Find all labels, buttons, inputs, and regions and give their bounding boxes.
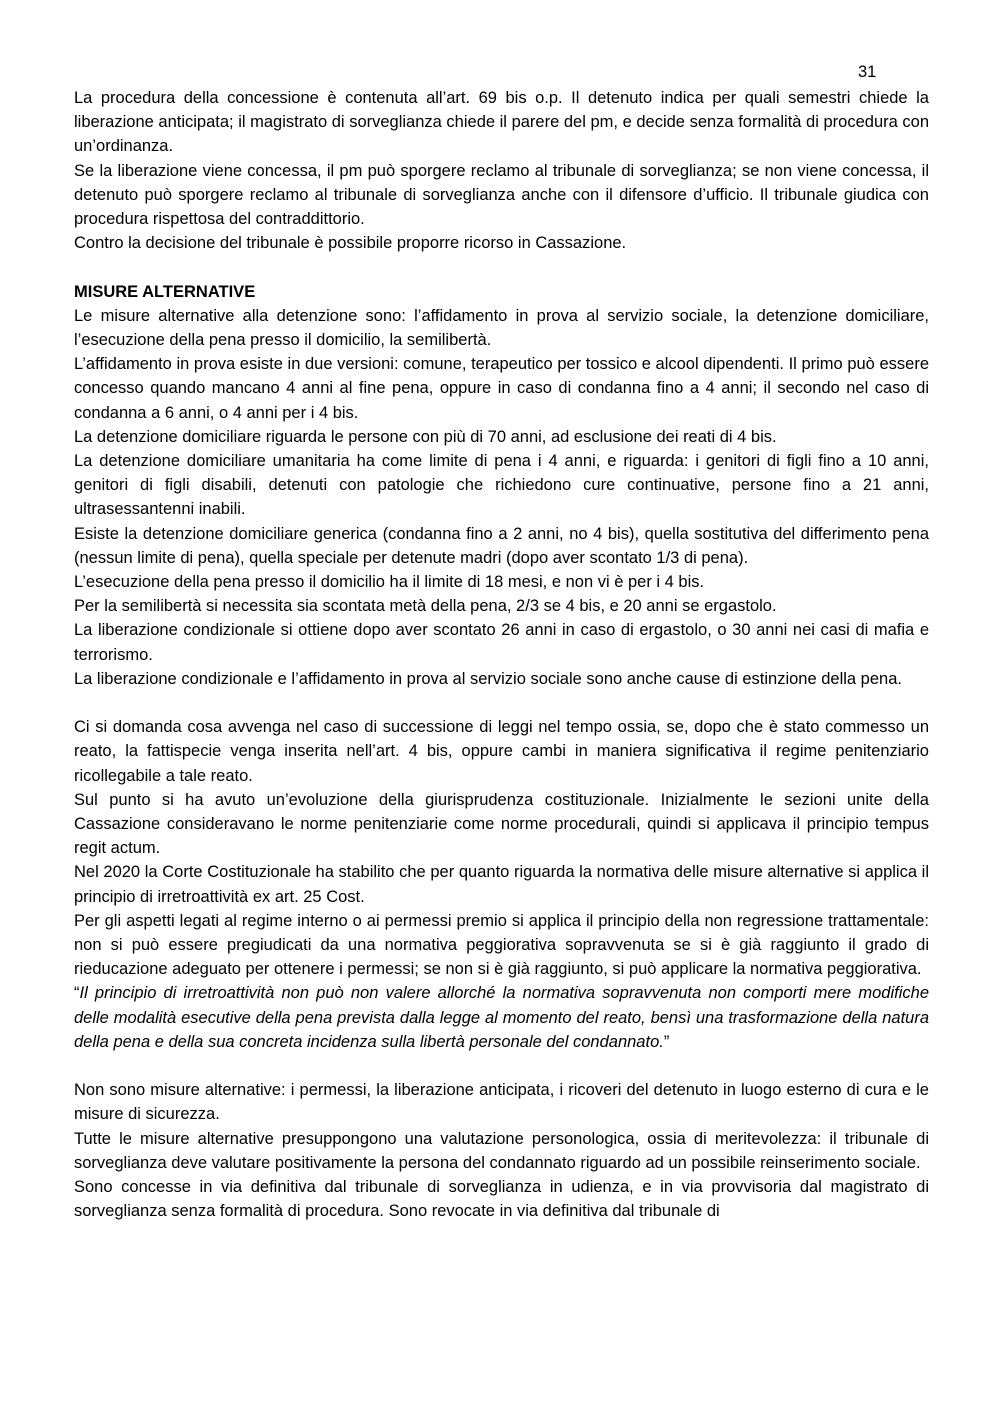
paragraph: La procedura della concessione è contenuta all’art. 69 bis o.p. Il detenuto indica per quali semestri chiede la liberazione anticipata; il magistrato di sorveglianza chiede il parere del pm, e decide senza formalità di procedura con un’ordinanza. bbox=[74, 89, 929, 156]
quote-text: Il principio di irretroattività non può non valere allorché la normativa sopravvenuta non comporti mere modifiche delle modalità esecutive della pena prevista dalla legge al momento del reato, bensì una trasformazione della natura della pena e della sua concreta incidenza sulla libertà personale del condannato. bbox=[74, 984, 929, 1051]
paragraph-spacer bbox=[74, 1054, 929, 1078]
paragraph: Per la semilibertà si necessita sia scontata metà della pena, 2/3 se 4 bis, e 20 anni se ergastolo. bbox=[74, 597, 777, 616]
paragraph: Sul punto si ha avuto un’evoluzione della giurisprudenza costituzionale. Inizialmente le sezioni unite della Cassazione consideravano le norme penitenziarie come norme procedurali, quindi si applicava il principio tempus regit actum. bbox=[74, 790, 929, 858]
document-body bbox=[74, 86, 929, 1224]
paragraph: Nel 2020 la Corte Costituzionale ha stabilito che per quanto riguarda la normativa delle misure alternative si applica il principio di irretroattività ex art. 25 Cost. bbox=[74, 863, 929, 906]
paragraph: Sono concesse in via definitiva dal tribunale di sorveglianza in udienza, e in via provvisoria dal magistrato di sorveglianza senza formalità di procedura. Sono revocate in via definitiva dal tribunale di bbox=[74, 1178, 929, 1221]
paragraph: L’affidamento in prova esiste in due versioni: comune, terapeutico per tossico e alcool dipendenti. Il primo può essere concesso quando mancano 4 anni al fine pena, oppure in caso di condanna fino a 4 anni; il secondo nel caso di condanna a 6 anni, o 4 anni per i 4 bis. bbox=[74, 355, 929, 422]
paragraph: L’esecuzione della pena presso il domicilio ha il limite di 18 mesi, e non vi è per i 4 bis. bbox=[74, 573, 705, 592]
quote-close-mark: ” bbox=[663, 1032, 670, 1051]
paragraph: La detenzione domiciliare umanitaria ha come limite di pena i 4 anni, e riguarda: i genitori di figli fino a 10 anni, genitori di figli disabili, detenuti con patologie che richiedono cure continuative, persone fino a 21 anni, ultrasessantenni inabili. bbox=[74, 452, 929, 519]
paragraph: Tutte le misure alternative presuppongono una valutazione personologica, ossia di meritevolezza: il tribunale di sorveglianza deve valutare positivamente la persona del condannato riguardo ad un possibile reinserimento sociale. bbox=[74, 1129, 929, 1172]
page-number: 31 bbox=[858, 63, 877, 81]
paragraph: Non sono misure alternative: i permessi, la liberazione anticipata, i ricoveri del detenuto in luogo esterno di cura e le misure di sicurezza. bbox=[74, 1081, 929, 1124]
paragraph-spacer bbox=[74, 691, 929, 715]
paragraph: La liberazione condizionale e l’affidamento in prova al servizio sociale sono anche cause di estinzione della pena. bbox=[74, 669, 902, 688]
paragraph: Esiste la detenzione domiciliare generica (condanna fino a 2 anni, no 4 bis), quella sostitutiva del differimento pena (nessun limite di pena), quella speciale per detenute madri (dopo aver scontato 1/3 di pena). bbox=[74, 524, 929, 567]
section-heading: MISURE ALTERNATIVE bbox=[74, 282, 256, 301]
paragraph-spacer bbox=[74, 255, 929, 279]
paragraph: Contro la decisione del tribunale è possibile proporre ricorso in Cassazione. bbox=[74, 234, 627, 253]
quote-open-mark: “ bbox=[74, 984, 80, 1003]
paragraph: Se la liberazione viene concessa, il pm può sporgere reclamo al tribunale di sorveglianza; se non viene concessa, il detenuto può sporgere reclamo al tribunale di sorveglianza anche con il difensore d’ufficio. Il tribunale giudica con procedura rispettosa del contraddittorio. bbox=[74, 161, 929, 229]
paragraph: Le misure alternative alla detenzione sono: l’affidamento in prova al servizio sociale, la detenzione domiciliare, l’esecuzione della pena presso il domicilio, la semilibertà. bbox=[74, 306, 929, 350]
quote-paragraph bbox=[74, 981, 929, 1054]
paragraph: La liberazione condizionale si ottiene dopo aver scontato 26 anni in caso di ergastolo, o 30 anni nei casi di mafia e terrorismo. bbox=[74, 621, 929, 664]
paragraph: Per gli aspetti legati al regime interno o ai permessi premio si applica il principio della non regressione trattamentale: non si può essere pregiudicati da una normativa peggiorativa sopravvenuta se si è già raggiunto il grado di rieducazione adeguato per ottenere i permessi; se non si è già raggiunto, si può applicare la normativa peggiorativa. bbox=[74, 911, 929, 979]
paragraph: La detenzione domiciliare riguarda le persone con più di 70 anni, ad esclusione dei reati di 4 bis. bbox=[74, 427, 777, 446]
paragraph: Ci si domanda cosa avvenga nel caso di successione di leggi nel tempo ossia, se, dopo che è stato commesso un reato, la fattispecie venga inserita nell’art. 4 bis, oppure cambi in maniera significativa il regime penitenziario ricollegabile a tale reato. bbox=[74, 718, 929, 785]
